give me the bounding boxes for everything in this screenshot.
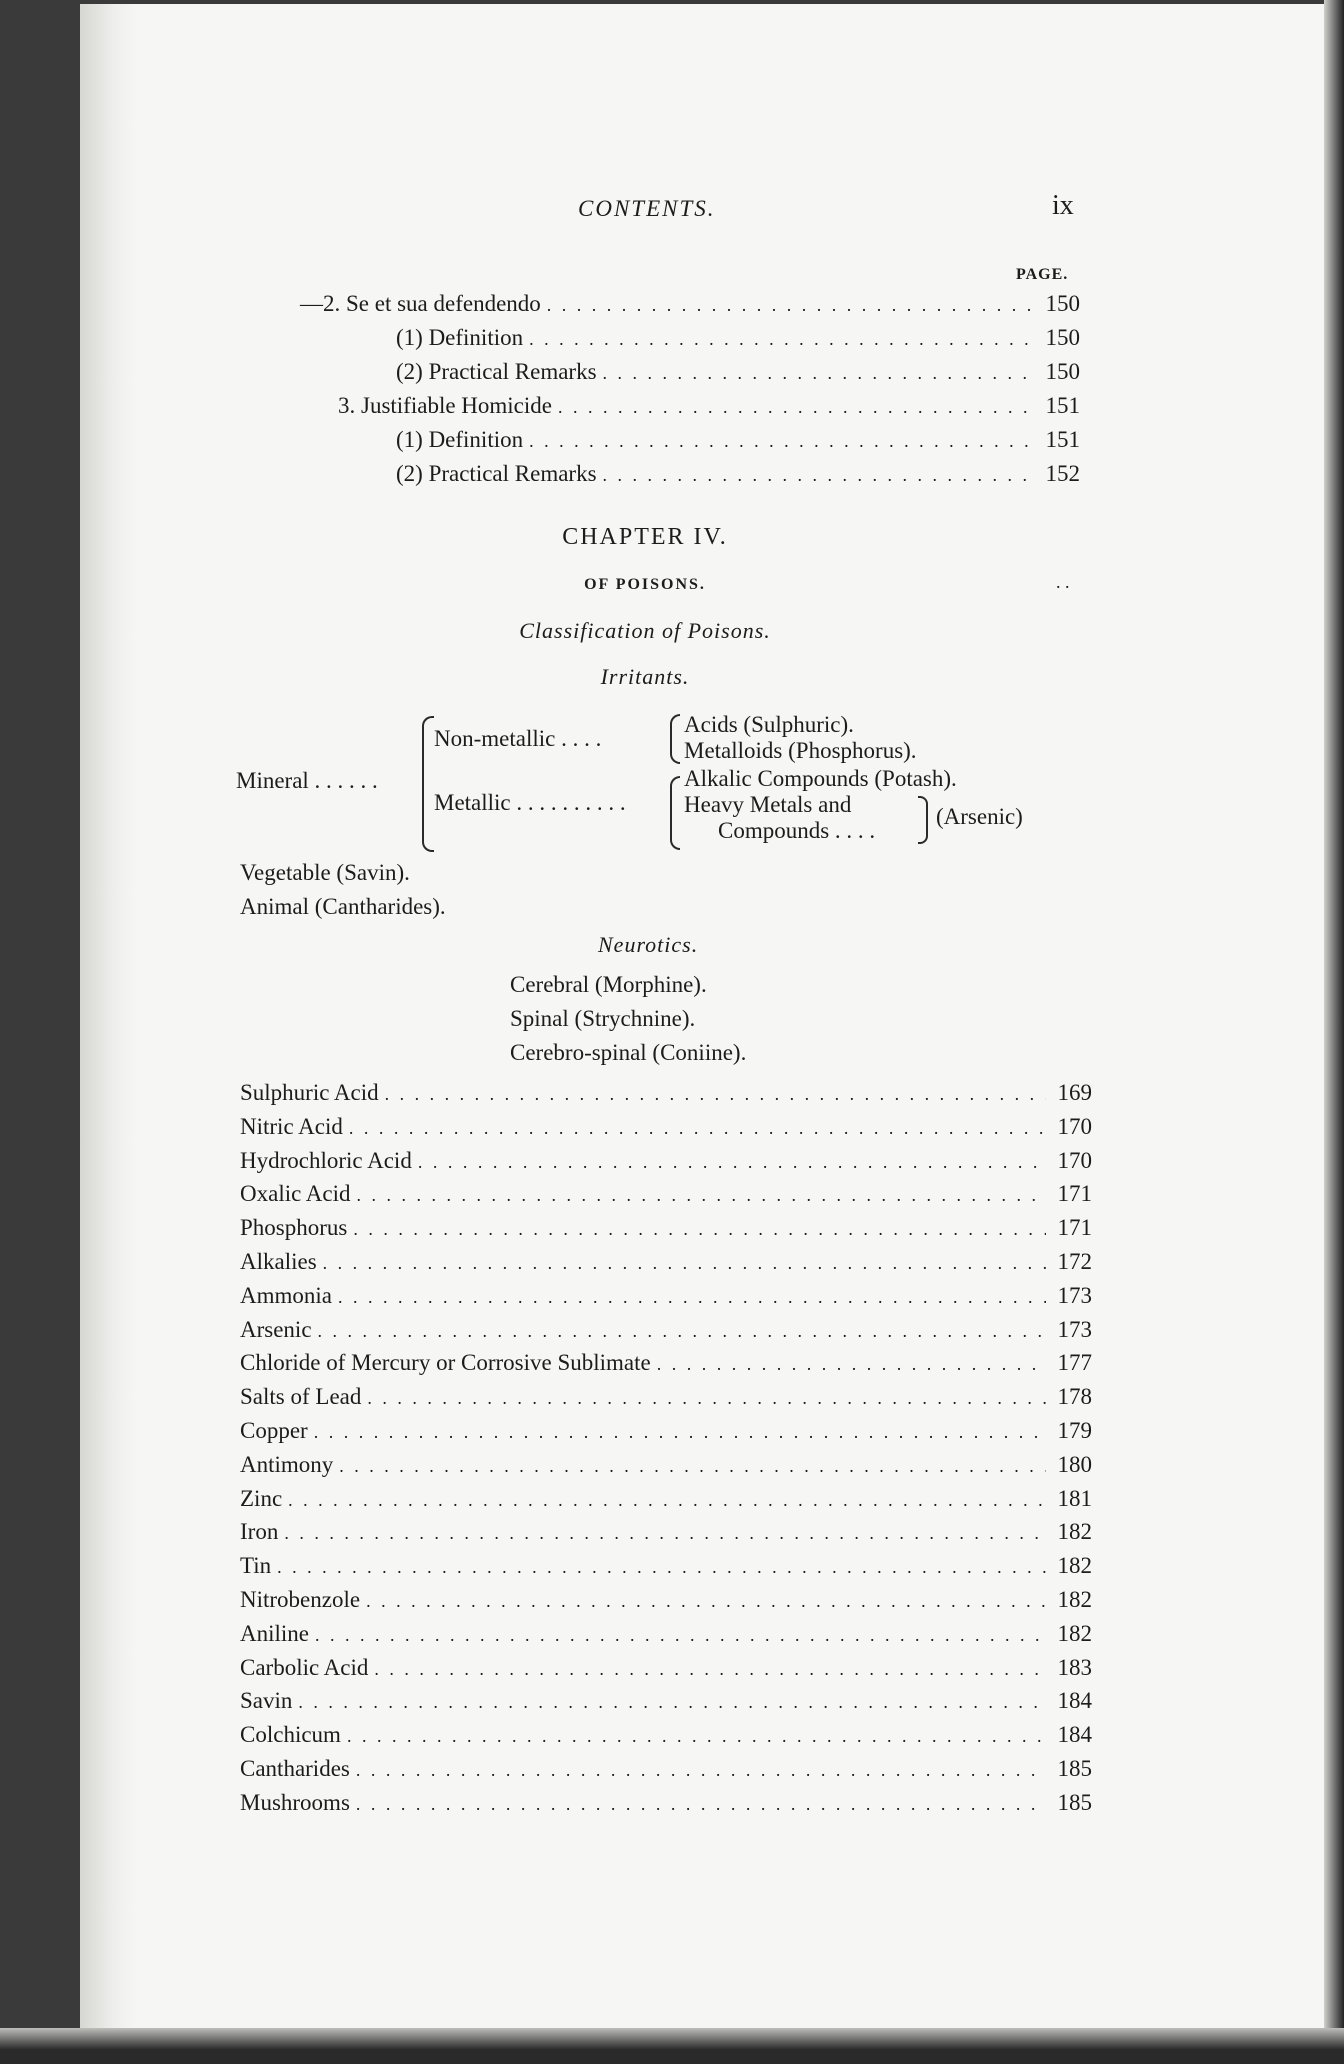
- toc-entry: [240, 1688, 1092, 1720]
- toc-entry-label: 3. Justifiable Homicide: [338, 393, 552, 418]
- toc-entry-label: Zinc: [240, 1486, 283, 1511]
- toc-entry-page: 185: [1057, 1790, 1092, 1815]
- neurotics-heading: Neurotics.: [598, 932, 699, 957]
- toc-entry-page: 172: [1057, 1249, 1092, 1274]
- toc-leader-dots: [547, 295, 1034, 316]
- toc-entry: [240, 1350, 1092, 1382]
- toc-entry-label: —2. Se et sua defendendo: [300, 291, 541, 316]
- neurotic-item: Cerebro-spinal (Coniine).: [510, 1040, 747, 1065]
- toc-entry-page: 169: [1057, 1080, 1092, 1105]
- toc-entry-page: 185: [1057, 1756, 1092, 1781]
- toc-entry-page: 184: [1057, 1722, 1092, 1747]
- toc-entry-label: Carbolic Acid: [240, 1655, 369, 1680]
- toc-entry-label: Aniline: [240, 1621, 309, 1646]
- toc-entry-label: (2) Practical Remarks: [396, 461, 597, 486]
- toc-entry-page: 150: [1045, 359, 1080, 384]
- toc-leader-dots: [356, 1794, 1046, 1815]
- neurotic-item: Spinal (Strychnine).: [510, 1006, 696, 1031]
- toc-leader-dots: [603, 465, 1034, 486]
- toc-entry-page: 182: [1057, 1587, 1092, 1612]
- toc-entry: [240, 1553, 1092, 1585]
- non-metallic-brace: [670, 714, 680, 764]
- toc-entry: [240, 1148, 1092, 1180]
- toc-entry-label: Phosphorus: [240, 1215, 348, 1240]
- toc-leader-dots: [367, 1388, 1046, 1409]
- toc-entry-label: Alkalies: [240, 1249, 317, 1274]
- toc-entry-page: 177: [1057, 1350, 1092, 1375]
- toc-entry: [240, 1587, 1092, 1619]
- toc-entry-label: Iron: [240, 1519, 279, 1544]
- toc-entry-label: Savin: [240, 1688, 293, 1713]
- toc-entry-label: Ammonia: [240, 1283, 332, 1308]
- toc-entry-label: Oxalic Acid: [240, 1181, 351, 1206]
- toc-entry: [396, 461, 1080, 493]
- chapter-subtitle: OF POISONS.: [584, 576, 706, 593]
- page-right-edge: [1324, 0, 1344, 2064]
- toc-entry-label: Mushrooms: [240, 1790, 350, 1815]
- toc-entry-page: 151: [1045, 393, 1080, 418]
- toc-leader-dots: [347, 1726, 1046, 1747]
- toc-entry-page: 183: [1057, 1655, 1092, 1680]
- toc-leader-dots: [374, 1659, 1046, 1680]
- neurotic-item: Cerebral (Morphine).: [510, 972, 707, 997]
- mineral-brace: [422, 716, 434, 852]
- toc-entry-page: 150: [1045, 325, 1080, 350]
- toc-entry-page: 178: [1057, 1384, 1092, 1409]
- toc-leader-dots: [323, 1253, 1046, 1274]
- toc-entry: [300, 291, 1080, 323]
- toc-entry-page: 170: [1057, 1148, 1092, 1173]
- class-acids: Acids (Sulphuric).: [684, 712, 854, 737]
- toc-entry-label: Cantharides: [240, 1756, 350, 1781]
- toc-leader-dots: [314, 1422, 1046, 1443]
- class-animal: Animal (Cantharides).: [240, 894, 446, 919]
- toc-entry: [240, 1722, 1092, 1754]
- toc-entry-label: Copper: [240, 1418, 308, 1443]
- toc-leader-dots: [357, 1185, 1047, 1206]
- toc-entry-page: 182: [1057, 1553, 1092, 1578]
- toc-entry-label: (2) Practical Remarks: [396, 359, 597, 384]
- toc-entry-page: 173: [1057, 1317, 1092, 1342]
- toc-entry: [240, 1519, 1092, 1551]
- chapter-title: CHAPTER IV.: [562, 524, 728, 550]
- toc-entry-page: 173: [1057, 1283, 1092, 1308]
- toc-entry: [240, 1384, 1092, 1416]
- class-mineral: Mineral . . . . . .: [236, 768, 378, 793]
- toc-entry-page: 151: [1045, 427, 1080, 452]
- class-metalloids: Metalloids (Phosphorus).: [684, 738, 917, 763]
- toc-entry-page: 179: [1057, 1418, 1092, 1443]
- toc-entry-page: 171: [1057, 1181, 1092, 1206]
- class-alkalic: Alkalic Compounds (Potash).: [684, 766, 957, 791]
- classification-heading: Classification of Poisons.: [519, 618, 771, 643]
- running-head: CONTENTS.: [578, 196, 716, 221]
- toc-entry-page: 152: [1045, 461, 1080, 486]
- toc-entry-page: 170: [1057, 1114, 1092, 1139]
- class-non-metallic: Non-metallic . . . .: [434, 726, 602, 751]
- toc-entry-label: (1) Definition: [396, 427, 524, 452]
- toc-leader-dots: [298, 1692, 1046, 1713]
- toc-entry-label: Arsenic: [240, 1317, 312, 1342]
- toc-entry: [338, 393, 1080, 425]
- toc-entry-label: Hydrochloric Acid: [240, 1148, 412, 1173]
- toc-leader-dots: [385, 1084, 1046, 1105]
- toc-entry: [240, 1215, 1092, 1247]
- toc-leader-dots: [284, 1523, 1046, 1544]
- toc-entry-label: (1) Definition: [396, 325, 524, 350]
- page-folio: ix: [1052, 190, 1074, 221]
- toc-leader-dots: [356, 1760, 1046, 1781]
- toc-entry: [240, 1317, 1092, 1349]
- toc-entry-label: Salts of Lead: [240, 1384, 362, 1409]
- toc-entry-label: Colchicum: [240, 1722, 341, 1747]
- class-compounds: Compounds . . . .: [718, 818, 876, 843]
- toc-entry: [396, 359, 1080, 391]
- toc-entry-label: Nitrobenzole: [240, 1587, 361, 1612]
- toc-entry-page: 171: [1057, 1215, 1092, 1240]
- toc-entry: [240, 1249, 1092, 1281]
- toc-leader-dots: [366, 1591, 1046, 1612]
- toc-entry-page: 150: [1045, 291, 1080, 316]
- page-bottom-edge: [0, 2028, 1344, 2064]
- toc-entry: [240, 1418, 1092, 1450]
- toc-leader-dots: [529, 329, 1034, 350]
- toc-entry: [240, 1452, 1092, 1484]
- class-arsenic: (Arsenic): [936, 804, 1023, 829]
- toc-entry: [396, 427, 1080, 459]
- page-binding-shadow: [80, 4, 136, 2028]
- toc-entry: [240, 1181, 1092, 1213]
- toc-entry-page: 180: [1057, 1452, 1092, 1477]
- toc-leader-dots: [529, 431, 1034, 452]
- toc-entry-page: 182: [1057, 1621, 1092, 1646]
- toc-leader-dots: [418, 1152, 1046, 1173]
- toc-leader-dots: [603, 363, 1034, 384]
- toc-entry: [240, 1486, 1092, 1518]
- toc-entry-page: 184: [1057, 1688, 1092, 1713]
- toc-leader-dots: [288, 1490, 1046, 1511]
- toc-entry: [240, 1756, 1092, 1788]
- toc-leader-dots: [318, 1321, 1046, 1342]
- toc-entry: [240, 1621, 1092, 1653]
- toc-entry-label: Sulphuric Acid: [240, 1080, 379, 1105]
- toc-leader-dots: [277, 1557, 1046, 1578]
- toc-entry-label: Antimony: [240, 1452, 334, 1477]
- metallic-brace: [670, 776, 680, 850]
- toc-leader-dots: [657, 1354, 1046, 1375]
- toc-entry: [396, 325, 1080, 357]
- toc-entry-label: Chloride of Mercury or Corrosive Sublimate: [240, 1350, 651, 1375]
- toc-entry: [240, 1283, 1092, 1315]
- heavy-metals-brace: [918, 796, 928, 844]
- toc-leader-dots: [353, 1219, 1046, 1240]
- class-vegetable: Vegetable (Savin).: [240, 860, 410, 885]
- toc-entry-label: Nitric Acid: [240, 1114, 343, 1139]
- toc-entry: [240, 1655, 1092, 1687]
- toc-leader-dots: [349, 1118, 1046, 1139]
- toc-entry-page: 182: [1057, 1519, 1092, 1544]
- toc-entry: [240, 1114, 1092, 1146]
- class-metallic: Metallic . . . . . . . . . .: [434, 790, 626, 815]
- toc-leader-dots: [338, 1287, 1046, 1308]
- toc-entry-label: Tin: [240, 1553, 272, 1578]
- subtitle-page-mark: . .: [1056, 572, 1070, 592]
- toc-leader-dots: [315, 1625, 1046, 1646]
- toc-leader-dots: [339, 1456, 1046, 1477]
- page-column-label: PAGE.: [1016, 266, 1069, 283]
- toc-entry: [240, 1080, 1092, 1112]
- irritants-heading: Irritants.: [600, 664, 690, 689]
- toc-entry-page: 181: [1057, 1486, 1092, 1511]
- class-heavy-metals: Heavy Metals and: [684, 792, 852, 817]
- toc-entry: [240, 1790, 1092, 1822]
- toc-leader-dots: [558, 397, 1034, 418]
